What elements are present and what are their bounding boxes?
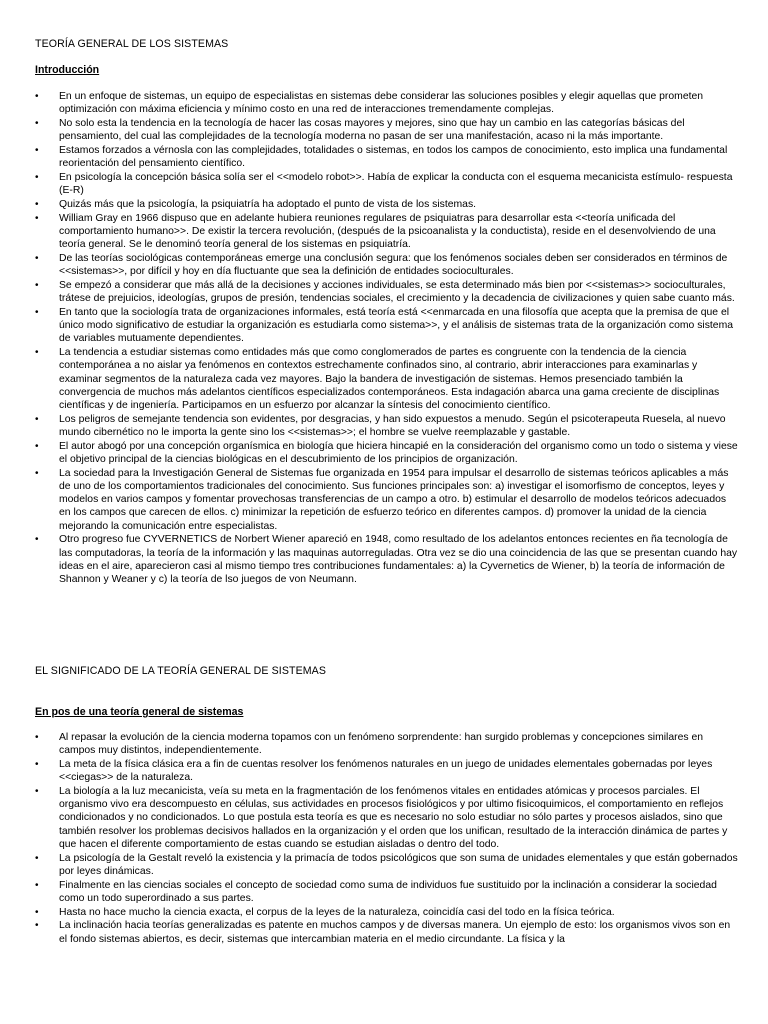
bullet-text: Estamos forzados a vérnosla con las complejidades, totalidades o sistemas, en todos los campos de conocimiento, esto implica una fundamental reorientación del pensamiento científico. xyxy=(59,145,728,170)
bullet-icon: • xyxy=(35,280,39,291)
bullet-icon: • xyxy=(35,920,39,932)
bullet-item xyxy=(35,171,740,197)
bullet-text: Quizás más que la psicología, la psiquiatría ha adoptado el punto de vista de los sistemas. xyxy=(59,199,477,210)
bullet-text: En un enfoque de sistemas, un equipo de especialistas en sistemas debe considerar las soluciones posibles y elegir aquellas que prometen optimización con máxima eficiencia y mínimo costo en una red de interacciones tremendamente complejas. xyxy=(59,91,704,116)
bullet-icon: • xyxy=(35,118,39,129)
bullet-icon: • xyxy=(35,534,39,546)
bullet-text: En tanto que la sociología trata de organizaciones informales, está teoría está <<enmarcada en una filosofía que acepta que la premisa de que el único modo significativo de estudiar la organización es estudiarla como sistema>>, y el análisis de sistemas trata de la organización como sistema de variables mutuamente dependientes. xyxy=(59,307,734,345)
bullet-item xyxy=(35,212,740,252)
bullet-text: Al repasar la evolución de la ciencia moderna topamos con un fenómeno sorprendente: han surgido problemas y concepciones similares en campos muy distintos, independientemente. xyxy=(59,732,704,757)
bullet-text: En psicología la concepción básica solía ser el <<modelo robot>>. Había de explicar la conducta con el esquema mecanicista estímulo- respuesta (E-R) xyxy=(59,172,733,197)
bullet-icon: • xyxy=(35,307,39,318)
bullet-item xyxy=(35,144,740,170)
bullet-text: Se empezó a considerar que más allá de la decisiones y acciones individuales, se esta determinado más bien por <<sistemas>> socioculturales, trátese de prejuicios, ideologías, grupos de presión, tendencias sociales, el crecimiento y la decadencia de civilizaciones y quien sabe cuanto más. xyxy=(59,280,735,305)
bullet-text: El autor abogó por una concepción organísmica en biología que hiciera hincapié en la consideración del organismo como un todo o sistema y viese el objetivo principal de la ciencias biológicas en el descubrimiento de los principios de organización. xyxy=(59,440,738,466)
intro-heading: Introducción xyxy=(35,64,100,76)
bullet-icon: • xyxy=(35,253,39,264)
bullet-icon: • xyxy=(35,879,39,891)
bullet-text: La inclinación hacia teorías generalizadas es patente en muchos campos y de diversas manera. Un ejemplo de esto: los organismos vivos son en el fondo sistemas abiertos, es decir, sistemas que intercambian materia en el medio circundante. La física y la xyxy=(59,920,731,945)
bullet-text: Hasta no hace mucho la ciencia exacta, el corpus de la leyes de la naturaleza, coincidía casi del todo en la física teórica. xyxy=(59,906,615,918)
section2-heading: En pos de una teoría general de sistemas xyxy=(35,706,244,718)
bullet-text: Finalmente en las ciencias sociales el concepto de sociedad como suma de individuos fue sustituido por la inclinación a considerar la sociedad como un todo superordinado a sus partes. xyxy=(59,879,717,904)
bullet-item xyxy=(35,731,740,757)
bullet-icon: • xyxy=(35,212,39,224)
bullet-item xyxy=(35,906,740,919)
bullet-icon: • xyxy=(35,906,39,918)
bullet-text: William Gray en 1966 dispuso que en adelante hubiera reuniones regulares de psiquiatras para desarrollar esta <<teoría unificada del comportamiento humano>>. De existir la tercera revolución, (después de la psicoanalista y la conductista), reside en el desenvolviendo de una teoría general. Se le denominó teoría general de los sistemas en psiquiatría. xyxy=(59,212,716,251)
bullet-item xyxy=(35,879,740,905)
bullet-item xyxy=(35,467,740,533)
bullet-icon: • xyxy=(35,786,39,797)
bullet-item xyxy=(35,90,740,116)
bullet-item xyxy=(35,440,740,466)
bullet-icon: • xyxy=(35,199,39,210)
bullet-text: La meta de la física clásica era a fin de cuentas resolver los fenómenos naturales en un juego de unidades elementales gobernadas por leyes <<ciegas>> de la naturaleza. xyxy=(59,759,713,784)
bullet-text: La tendencia a estudiar sistemas como entidades más que como conglomerados de partes es congruente con la tendencia de la ciencia contemporánea a no aislar ya fenómenos en contextos estrechamente confinados sino, al contrario, abrir interacciones para examinarlas y examinar segmentos de la naturaleza cada vez mayores. Bajo la bandera de investigación de sistemas. Hemos presenciado también la convergencia de muchos más adelantos científicos especializados contemporáneos. Esta indagación abarca una gama creciente de disciplinas científicas y de ingeniería. Participamos en un esfuerzo por alcanzar la síntesis del conocimiento científico. xyxy=(59,347,720,412)
bullet-icon: • xyxy=(35,413,39,425)
bullet-icon: • xyxy=(35,440,39,452)
bullet-text: No solo esta la tendencia en la tecnología de hacer las cosas mayores y mejores, sino que hay un cambio en las categorías básicas del pensamiento, del cual las complejidades de la tecnología moderna no pasan de ser una manifestación, acaso ni la más importante. xyxy=(59,118,685,143)
bullet-item xyxy=(35,117,740,143)
bullet-item xyxy=(35,758,740,784)
bullet-icon: • xyxy=(35,467,39,479)
bullet-icon: • xyxy=(35,732,39,743)
bullet-icon: • xyxy=(35,759,39,770)
bullet-item xyxy=(35,919,740,945)
bullet-item xyxy=(35,198,740,211)
bullet-item xyxy=(35,306,740,346)
bullet-item xyxy=(35,785,740,851)
bullet-icon: • xyxy=(35,145,39,156)
bullet-text: La biología a la luz mecanicista, veía su meta en la fragmentación de los fenómenos vitales en entidades atómicas y procesos parciales. El organismo vivo era descompuesto en células, sus actividades en procesos fisiológicos y por ultimo fisicoquimicos, el comportamiento en reflejos condicionados y no condicionados. Lo que postula esta teoría es que es necesario no solo estudiar no sólo partes y procesos aislados, sino que también resolver los problemas decisivos hallados en la organización y el orden que los unifican, resultado de la interacción dinámica de partes y que hacen el diferente comportamiento de estas cuando se estudian aisladas o dentro del todo. xyxy=(59,786,728,850)
bullet-icon: • xyxy=(35,91,39,102)
bullet-text: De las teorías sociológicas contemporáneas emerge una conclusión segura: que los fenómenos sociales deben ser considerados en términos de <<sistemas>>, por difícil y hoy en día fluctuante que sea la definición de entidades socioculturales. xyxy=(59,253,728,278)
intro-bullet-list xyxy=(35,90,740,587)
bullet-item xyxy=(35,346,740,412)
bullet-text: La psicología de la Gestalt reveló la existencia y la primacía de todos psicológicos que son suma de unidades elementales y que están gobernados por leyes dinámicas. xyxy=(59,852,738,877)
section2-bullet-list xyxy=(35,731,740,946)
bullet-item xyxy=(35,279,740,305)
bullet-text: La sociedad para la Investigación General de Sistemas fue organizada en 1954 para impulsar el desarrollo de sistemas teóricos aplicables a más de uno de los comportamientos tradicionales del conocimiento. Sus funciones principales son: a) investigar el isomorfismo de conceptos, leyes y modelos en varios campos y fomentar provechosas transferencias de un campo a otro. b) estimular el desarrollo de modelos teóricos adecuados en los campos que carecen de ellos. c) minimizar la repetición de esfuerzo teórico en diferentes campos. d) promover la unidad de la ciencia mejorando la comunicación entre especialistas. xyxy=(59,467,729,532)
bullet-item xyxy=(35,413,740,439)
section2-title: EL SIGNIFICADO DE LA TEORÍA GENERAL DE SISTEMAS xyxy=(35,665,327,677)
bullet-text: Los peligros de semejante tendencia son evidentes, por desgracias, y han sido expuestos a menudo. Según el psicoterapeuta Ruesela, al nuevo mundo cibernético no le importa la gente sino los <<sistemas>>; el hombre se vuelve reemplazable y gastable. xyxy=(59,413,726,439)
bullet-icon: • xyxy=(35,172,39,183)
bullet-icon: • xyxy=(35,347,39,359)
bullet-icon: • xyxy=(35,852,39,864)
bullet-item xyxy=(35,252,740,278)
bullet-item xyxy=(35,852,740,878)
document-title: TEORÍA GENERAL DE LOS SISTEMAS xyxy=(35,38,229,50)
bullet-text: Otro progreso fue CYVERNETICS de Norbert Wiener apareció en 1948, como resultado de los adelantos entonces recientes en ña tecnología de las computadoras, la teoría de la información y las maquinas autorreguladas. Otra vez se dio una coincidencia de las que se presentan cuando hay ideas en el aire, aparecieron casi al mismo tiempo tres contribuciones fundamentales: a) la Cyvernetics de Wiener, b) la teoría de información de Shannon y Weaner y c) la teoría de lso juegos de von Neumann. xyxy=(59,534,738,586)
bullet-item xyxy=(35,533,740,586)
